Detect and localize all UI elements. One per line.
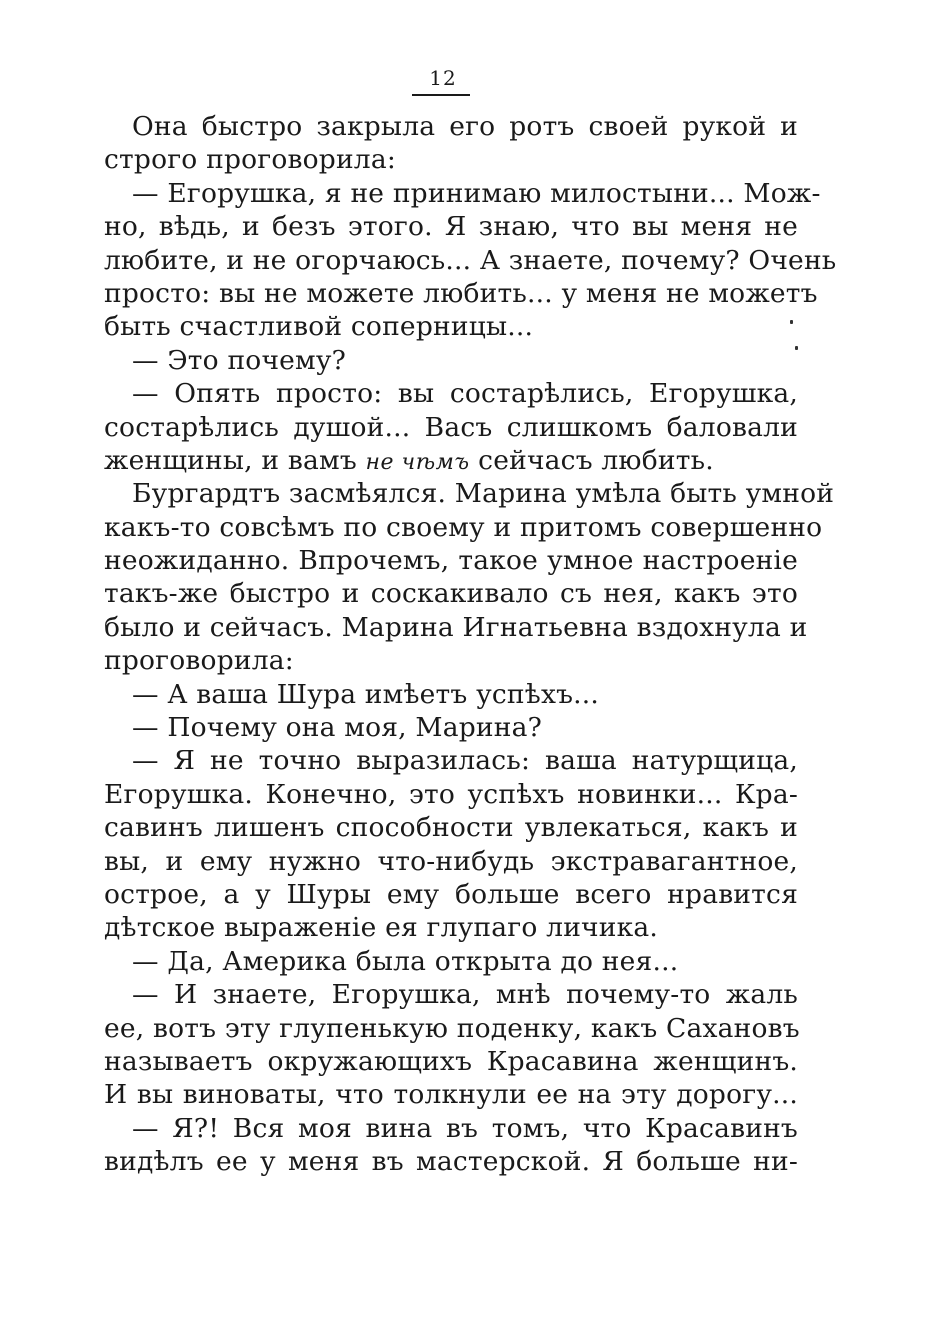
text-line: такъ-же быстро и соскакивало съ нея, какъ это xyxy=(104,578,798,610)
text-line: Бургардтъ засмѣялся. Марина умѣла быть умной xyxy=(132,478,835,510)
text-line: дѣтское выраженіе ея глупаго личика. xyxy=(104,912,659,944)
text-line: просто: вы не можете любить... у меня не можетъ xyxy=(104,277,818,309)
text-line: строго проговорила: xyxy=(104,144,396,176)
text-line: быть счастливой соперницы... xyxy=(104,311,534,343)
body-text xyxy=(104,110,837,1179)
text-line: неожиданно. Впрочемъ, такое умное настроеніе xyxy=(104,545,798,577)
text-line: — Я не точно выразилась: ваша натурщица, xyxy=(132,745,798,777)
text-line: острое, а у Шуры ему больше всего нравится xyxy=(104,878,798,910)
text-line: Она быстро закрыла его ротъ своей рукой и xyxy=(132,111,798,142)
text-line-segment: сейчасъ любить. xyxy=(469,444,714,476)
text-line: ее, вотъ эту глупенькую поденку, какъ Сахановъ xyxy=(104,1012,800,1044)
text-line: — Егорушка, я не принимаю милостыни... Мож- xyxy=(132,177,821,209)
text-line xyxy=(104,444,798,477)
text-line: — Я?! Вся моя вина въ томъ, что Красавинъ xyxy=(132,1112,798,1144)
page-number-rule xyxy=(412,94,470,96)
print-speck xyxy=(790,320,793,324)
page-number: 12 xyxy=(429,66,457,90)
text-line: савинъ лишенъ способности увлекаться, какъ и xyxy=(104,812,798,844)
emphasized-text: не чѣмъ xyxy=(365,449,470,475)
text-line-segment: женщины, и вамъ xyxy=(104,444,366,476)
text-line: состарѣлись душой... Васъ слишкомъ баловали xyxy=(104,411,798,443)
text-line: какъ-то совсѣмъ по своему и притомъ совершенно xyxy=(104,511,823,543)
text-line: любите, и не огорчаюсь... А знаете, почему? Очень xyxy=(104,244,837,276)
text-line: вы, и ему нужно что-нибудь экстравагантное, xyxy=(104,845,798,877)
text-line: видѣлъ ее у меня въ мастерской. Я больше ни- xyxy=(104,1146,798,1178)
text-line: — Опять просто: вы состарѣлись, Егорушка, xyxy=(132,378,798,410)
text-line: — А ваша Шура имѣетъ успѣхъ... xyxy=(132,678,600,710)
text-line: — И знаете, Егорушка, мнѣ почему-то жаль xyxy=(132,979,798,1011)
text-line: было и сейчасъ. Марина Игнатьевна вздохнула и xyxy=(104,611,808,643)
text-line: проговорила: xyxy=(104,645,294,677)
text-line: — Да, Америка была открыта до нея... xyxy=(132,945,679,977)
text-line: — Это почему? xyxy=(132,344,347,376)
text-line: называетъ окружающихъ Красавина женщинъ. xyxy=(104,1045,798,1077)
text-line: Егорушка. Конечно, это успѣхъ новинки... Кра- xyxy=(104,778,798,810)
print-speck xyxy=(795,346,798,350)
text-line: но, вѣдь, и безъ этого. Я знаю, что вы меня не xyxy=(104,211,798,243)
text-line: И вы виноваты, что толкнули ее на эту дорогу... xyxy=(104,1079,798,1111)
text-line: — Почему она моя, Марина? xyxy=(132,712,543,744)
